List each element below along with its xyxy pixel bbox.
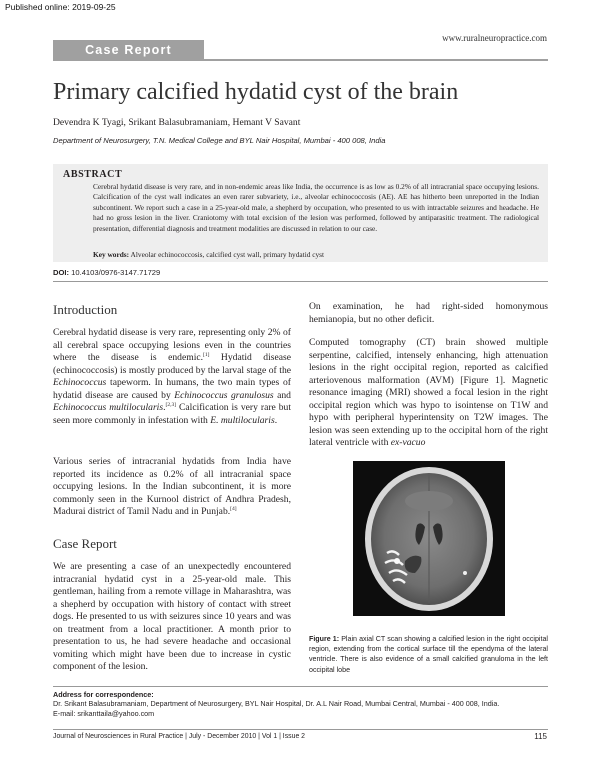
header-rule (53, 59, 548, 61)
ref-link[interactable]: [1] (203, 351, 210, 358)
intro-paragraph-2: Various series of intracranial hydatids from India have reported its incidence as 0.2% of all intracranial space occupying lesions. In the Indian subcontinent, it is more commonly seen in the Kurnool district of Andhra Pradesh, Madurai district of Tamil Nadu and in Punjab.[4] (53, 456, 291, 517)
ct-scan-image (353, 461, 505, 616)
case-report-heading: Case Report (53, 536, 117, 551)
address-label: Address for correspondence: (53, 690, 154, 699)
abstract-text: Cerebral hydatid disease is very rare, and in non-endemic areas like India, the occurrence is as low as 0.2% of all intracranial space occupying lesions. Calcification of the cyst wall indicates an even rarer subvariety, i.e., alveolar echinococcosis (AE). AE has hitherto been unreported in the Indian subcontinent. We report such a case in a 25-year-old male, a shepherd by occupation, who presented to us with intractable seizures and headache. He had no gross lesion in the liver. Craniotomy with total excision of the lesion was performed, followed by antiparasitic treatment. The radiological presentation, differential diagnosis and treatment modalities are discussed in relation to our case. (93, 182, 539, 233)
intro-heading: Introduction (53, 302, 118, 317)
ref-link[interactable]: [2,3] (165, 401, 177, 408)
figure-label: Figure 1: (309, 635, 340, 643)
keywords-label: Key words: (93, 250, 130, 259)
case-report-paragraph: We are presenting a case of an unexpectedly encountered intracranial hydatid cyst in a 25-year-old male. This gentleman, hailing from a remote village in Maharashtra, was a shepherd by occupation with history of contact with street dogs. He presented to us with seizures since 10 years and was on treatment from a local practitioner. A month prior to presentation to us, he had severe headache and occasional vomiting which might have been due to increase in cystic component of the lesion. (53, 561, 291, 672)
email[interactable]: E-mail: srikanttaila@yahoo.com (53, 708, 155, 718)
intro-paragraph-1: Cerebral hydatid disease is very rare, representing only 2% of all cerebral space occupying lesions even in the countries where the disease is endemic.[1] Hydatid disease (echinococcosis) is mostly produced by the larval stage of the Echinococcus tapeworm. In humans, the two main types of hydatid disease are caused by Echinococcus granulosus and Echinococcus multilocularis.[2,3] Calcification is very rare but seen more commonly in infestation with E. multilocularis. (53, 327, 291, 426)
journal-url[interactable]: www.ruralneuropractice.com (442, 33, 547, 43)
doi-rule (53, 281, 548, 282)
doi[interactable] (53, 268, 160, 277)
keywords-text: Alveolar echinococcosis, calcified cyst wall, primary hydatid cyst (130, 250, 325, 259)
abstract-heading: ABSTRACT (63, 169, 123, 180)
exam-paragraph: On examination, he had right-sided homonymous hemianopia, but no other deficit. (309, 301, 548, 325)
section-tab: Case Report (53, 40, 204, 60)
figure-caption: Figure 1: Plain axial CT scan showing a calcified lesion in the right occipital region, extending from the cortical surface till the ependyma of the lateral ventricle. There is also evidence of a small calcified granuloma in the left occipital lobe (309, 635, 548, 674)
page-number: 115 (534, 732, 547, 741)
correspondence-address: Address for correspondence: Dr. Srikant Balasubramaniam, Department of Neurosurgery, BYL Nair Hospital, Dr. A.L Nair Road, Mumbai Central, Mumbai - 400 008, India. E-mail: srikanttaila@yahoo.com (53, 690, 500, 718)
ref-link[interactable]: [4] (230, 505, 237, 512)
published-online: Published online: 2019-09-25 (5, 2, 116, 12)
journal-footer: Journal of Neurosciences in Rural Practice | July - December 2010 | Vol 1 | Issue 2 (53, 733, 306, 740)
affiliation: Department of Neurosurgery, T.N. Medical College and BYL Nair Hospital, Mumbai - 400 008, India (53, 136, 386, 145)
authors: Devendra K Tyagi, Srikant Balasubramaniam, Hemant V Savant (53, 117, 301, 128)
keywords (93, 250, 324, 259)
address-rule (53, 686, 548, 687)
imaging-paragraph: Computed tomography (CT) brain showed multiple serpentine, calcified, intensely enhancing, high attenuation lesions in the right occipital region, reported as calcified arteriovenous malformation (AVM) [Figure 1]. Magnetic resonance imaging (MRI) showed a focal lesion in the right occipital region which was hypo to isointense on T1W and hypo with peripheral hyperintensity on T2W images. The lesion was seen extending up to the occipital horn of the right lateral ventricle with ex-vacuo (309, 337, 548, 448)
article-title: Primary calcified hydatid cyst of the brain (53, 79, 459, 105)
ct-scan-figure (353, 461, 505, 616)
abstract-box (53, 164, 548, 262)
footer-rule (53, 729, 548, 730)
doi-label: DOI: (53, 268, 70, 277)
doi-value[interactable]: 10.4103/0976-3147.71729 (71, 268, 161, 277)
